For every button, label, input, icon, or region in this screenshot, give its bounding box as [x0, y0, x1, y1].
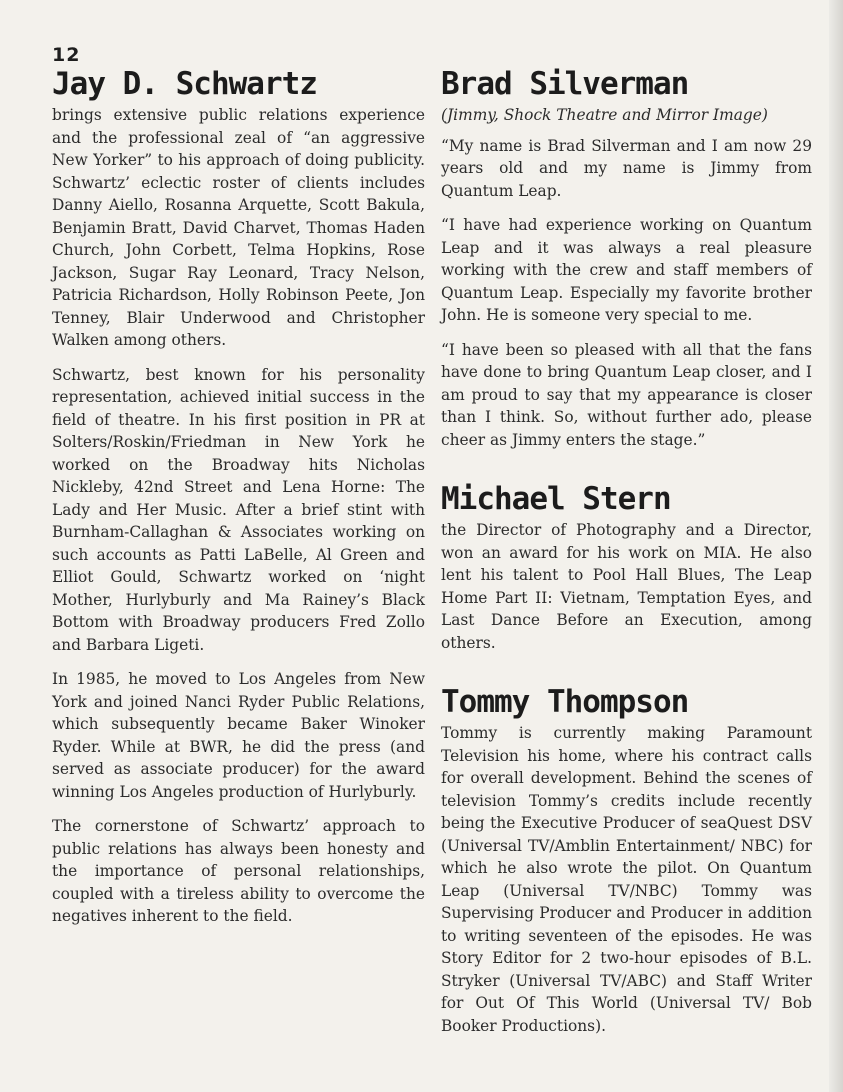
bio-paragraph: Schwartz, best known for his personality representation, achieved initial success in the field of theatre. In his first position in PR at Solters/Roskin/Friedman in New York he worked on the Broadway hits Nicholas Nickleby, 42nd Street and Lena Horne: The Lady and Her Music. After a brief stint with Burnham-Callaghan & Associates working on such accounts as Patti LaBelle, Al Green and Elliot Gould, Schwartz worked on ‘night Mother, Hurlyburly and Ma Rainey’s Black Bottom with Broadway producers Fred Zollo and Barbara Ligeti. [52, 365, 425, 654]
bio-paragraph: brings extensive public relations experience and the professional zeal of “an aggressive New Yorker” to his approach of doing publicity. Schwartz’ eclectic roster of clients includes Danny Aiello, Rosanna Arquette, Scott Bakula, Benjamin Bratt, David Charvet, Thomas Haden Church, John Corbett, Telma Hopkins, Rose Jackson, Sugar Ray Leonard, Tracy Nelson, Patricia Richardson, Holly Robinson Peete, Jon Tenney, Blair Underwood and Christopher Walken among others. [52, 106, 425, 349]
bio-paragraph: “My name is Brad Silverman and I am now 29 years old and my name is Jimmy from Quantum Leap. [441, 136, 812, 200]
bio-heading-silverman: Brad Silverman [441, 66, 689, 102]
bio-section-thompson [441, 682, 812, 1037]
bio-subtitle: (Jimmy, Shock Theatre and Mirror Image) [441, 106, 768, 124]
bio-heading-thompson: Tommy Thompson [441, 684, 689, 720]
bio-paragraph: “I have had experience working on Quantum Leap and it was always a real pleasure working with the crew and staff members of Quantum Leap. Especially my favorite brother John. He is someone very special to me. [441, 216, 812, 324]
right-column [441, 64, 812, 1065]
bio-paragraph: The cornerstone of Schwartz’ approach to public relations has always been honesty and the importance of personal relationships, coupled with a tireless ability to overcome the negatives inherent to the field. [52, 817, 425, 925]
bio-section-stern [441, 479, 812, 654]
bio-paragraph: Tommy is currently making Paramount Television his home, where his contract calls for overall development. Behind the scenes of television Tommy’s credits include recently being the Executive Producer of seaQuest DSV (Universal TV/Amblin Entertainment/ NBC) for which he also wrote the pilot. On Quantum Leap (Universal TV/NBC) Tommy was Supervising Producer and Producer in addition to writing seventeen of the episodes. He was Story Editor for 2 two-hour episodes of B.L. Stryker (Universal TV/ABC) and Staff Writer for Out Of This World (Universal TV/ Bob Booker Productions). [441, 724, 812, 1035]
left-column [52, 64, 425, 940]
page-number: 12 [52, 44, 81, 66]
bio-section-silverman [441, 64, 812, 451]
bio-paragraph: the Director of Photography and a Director, won an award for his work on MIA. He also lent his talent to Pool Hall Blues, The Leap Home Part II: Vietnam, Temptation Eyes, and Last Dance Before an Execution, among others. [441, 521, 812, 652]
bio-heading-schwartz: Jay D. Schwartz [52, 66, 317, 102]
bio-heading-stern: Michael Stern [441, 481, 671, 517]
page-spine-shadow [829, 0, 843, 1092]
bio-paragraph: In 1985, he moved to Los Angeles from New York and joined Nanci Ryder Public Relations, which subsequently became Baker Winoker Ryder. While at BWR, he did the press (and served as associate producer) for the award winning Los Angeles production of Hurlyburly. [52, 670, 425, 801]
bio-paragraph: “I have been so pleased with all that the fans have done to bring Quantum Leap closer, and I am proud to say that my appearance is closer than I think. So, without further ado, please cheer as Jimmy enters the stage.” [441, 340, 812, 449]
